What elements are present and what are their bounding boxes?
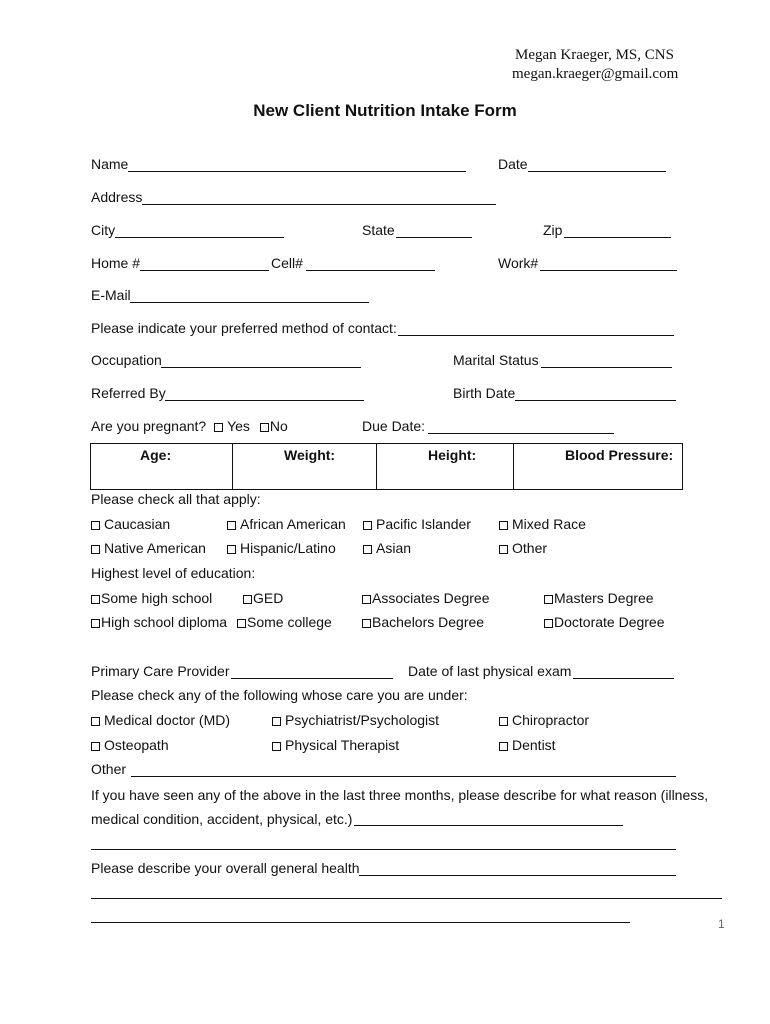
education-prompt: Highest level of education: [91,565,256,581]
doctorate-label: Doctorate Degree [554,614,665,630]
education-option [91,614,227,630]
some-college-checkbox[interactable] [237,619,246,628]
state-label: State [362,222,395,238]
care-option [499,737,556,753]
dentist-checkbox[interactable] [499,742,508,751]
education-option [544,590,654,606]
referred-by-label: Referred By [91,385,166,401]
education-option [544,614,665,630]
native-american-label: Native American [104,540,206,556]
doctorate-checkbox[interactable] [544,619,553,628]
hispanic-latino-label: Hispanic/Latino [240,540,336,556]
last-physical-label: Date of last physical exam [408,663,572,679]
general-health-extra-line[interactable] [91,898,722,899]
ethnicity-option [227,540,336,556]
date-label: Date [498,156,528,172]
name-label: Name [91,156,129,172]
primary-care-provider-label: Primary Care Provider [91,663,230,679]
high-school-diploma-label: High school diploma [101,614,228,630]
primary-care-provider-field[interactable] [231,678,393,679]
pregnant-label: Are you pregnant? [91,418,207,434]
education-option [243,590,283,606]
ged-label: GED [253,590,284,606]
ethnicity-option [363,540,411,556]
general-health-label: Please describe your overall general health [91,860,360,876]
address-field[interactable] [142,204,496,205]
physical-therapist-checkbox[interactable] [272,742,281,751]
osteopath-label: Osteopath [104,737,169,753]
ged-checkbox[interactable] [243,595,252,604]
associates-label: Associates Degree [372,590,490,606]
native-american-checkbox[interactable] [91,545,100,554]
email-label: E-Mail [91,287,131,303]
other-ethnicity-label: Other [512,540,548,556]
date-field[interactable] [528,171,666,172]
form-title: New Client Nutrition Intake Form [253,101,517,120]
some-high-school-checkbox[interactable] [91,595,100,604]
osteopath-checkbox[interactable] [91,742,100,751]
psychiatrist-checkbox[interactable] [272,717,281,726]
marital-status-label: Marital Status [453,352,539,368]
pregnant-yes-label: Yes [227,418,250,434]
physical-therapist-label: Physical Therapist [285,737,400,753]
care-option [499,712,589,728]
medical-doctor-label: Medical doctor (MD) [104,712,231,728]
pregnant-yes-checkbox[interactable] [214,423,223,432]
work-phone-field[interactable] [540,270,677,271]
author-email: megan.kraeger@gmail.com [512,66,679,82]
african-american-label: African American [240,516,346,532]
birth-date-label: Birth Date [453,385,516,401]
mixed-race-checkbox[interactable] [499,521,508,530]
zip-label: Zip [543,222,563,238]
chiropractor-label: Chiropractor [512,712,590,728]
cell-phone-label: Cell# [271,255,303,271]
chiropractor-checkbox[interactable] [499,717,508,726]
contact-method-field[interactable] [398,335,674,336]
zip-field[interactable] [564,237,671,238]
ethnicity-option [499,516,586,532]
pregnant-no-label: No [269,418,288,434]
bachelors-checkbox[interactable] [362,619,371,628]
reason-field[interactable] [354,825,623,826]
other-care-label: Other [91,761,127,777]
bachelors-label: Bachelors Degree [372,614,485,630]
ethnicity-option [227,516,346,532]
psychiatrist-label: Psychiatrist/Psychologist [285,712,440,728]
other-care-field[interactable] [131,776,676,777]
associates-checkbox[interactable] [362,595,371,604]
vitals-table [90,443,683,490]
due-date-label: Due Date: [362,418,426,434]
medical-doctor-checkbox[interactable] [91,717,100,726]
due-date-field[interactable] [428,433,614,434]
african-american-checkbox[interactable] [227,521,236,530]
ethnicity-option [91,540,206,556]
some-college-label: Some college [247,614,332,630]
care-option [272,737,399,753]
care-prompt: Please check any of the following whose care you are under: [91,687,468,703]
education-option [91,590,212,606]
reason-field-extra-line[interactable] [91,849,676,850]
pregnant-no-checkbox[interactable] [260,423,269,432]
work-phone-label: Work# [498,255,539,271]
caucasian-label: Caucasian [104,516,171,532]
vitals-divider [232,444,233,489]
name-field[interactable] [128,171,466,172]
page-number: 1 [718,917,725,931]
city-label: City [91,222,116,238]
pacific-islander-label: Pacific Islander [376,516,471,532]
pregnant-question [91,418,288,434]
other-ethnicity-checkbox[interactable] [499,545,508,554]
dentist-label: Dentist [512,737,556,753]
blood-pressure-header: Blood Pressure: [565,447,674,463]
general-health-extra-line[interactable] [91,922,630,923]
asian-label: Asian [376,540,412,556]
author-name: Megan Kraeger, MS, CNS [515,47,674,63]
mixed-race-label: Mixed Race [512,516,586,532]
height-header: Height: [428,447,477,463]
age-header: Age: [140,447,172,463]
address-label: Address [91,189,143,205]
masters-checkbox[interactable] [544,595,553,604]
education-option [362,614,484,630]
birth-date-field[interactable] [515,400,676,401]
hispanic-latino-checkbox[interactable] [227,545,236,554]
education-option [237,614,332,630]
high-school-diploma-checkbox[interactable] [91,619,100,628]
care-option [91,737,169,753]
asian-checkbox[interactable] [363,545,372,554]
reason-question-line1: If you have seen any of the above in the last three months, please describe for what reason (illness, [91,787,709,803]
city-field[interactable] [115,237,284,238]
some-high-school-label: Some high school [101,590,213,606]
ethnicity-prompt: Please check all that apply: [91,491,261,507]
weight-header: Weight: [284,447,336,463]
marital-status-field[interactable] [541,367,672,368]
home-phone-field[interactable] [140,270,269,271]
masters-label: Masters Degree [554,590,654,606]
ethnicity-option [91,516,170,532]
occupation-field[interactable] [161,367,361,368]
referred-by-field[interactable] [165,400,364,401]
state-field[interactable] [396,237,472,238]
vitals-divider [513,444,514,489]
email-field[interactable] [130,302,369,303]
occupation-label: Occupation [91,352,162,368]
pacific-islander-checkbox[interactable] [363,521,372,530]
caucasian-checkbox[interactable] [91,521,100,530]
cell-phone-field[interactable] [306,270,435,271]
vitals-divider [376,444,377,489]
ethnicity-option [363,516,471,532]
ethnicity-option [499,540,547,556]
care-option [272,712,439,728]
general-health-field[interactable] [359,875,676,876]
home-phone-label: Home # [91,255,141,271]
contact-method-label: Please indicate your preferred method of contact: [91,320,397,336]
last-physical-field[interactable] [573,678,674,679]
reason-question-line2: medical condition, accident, physical, etc.) [91,811,353,827]
education-option [362,590,490,606]
care-option [91,712,230,728]
